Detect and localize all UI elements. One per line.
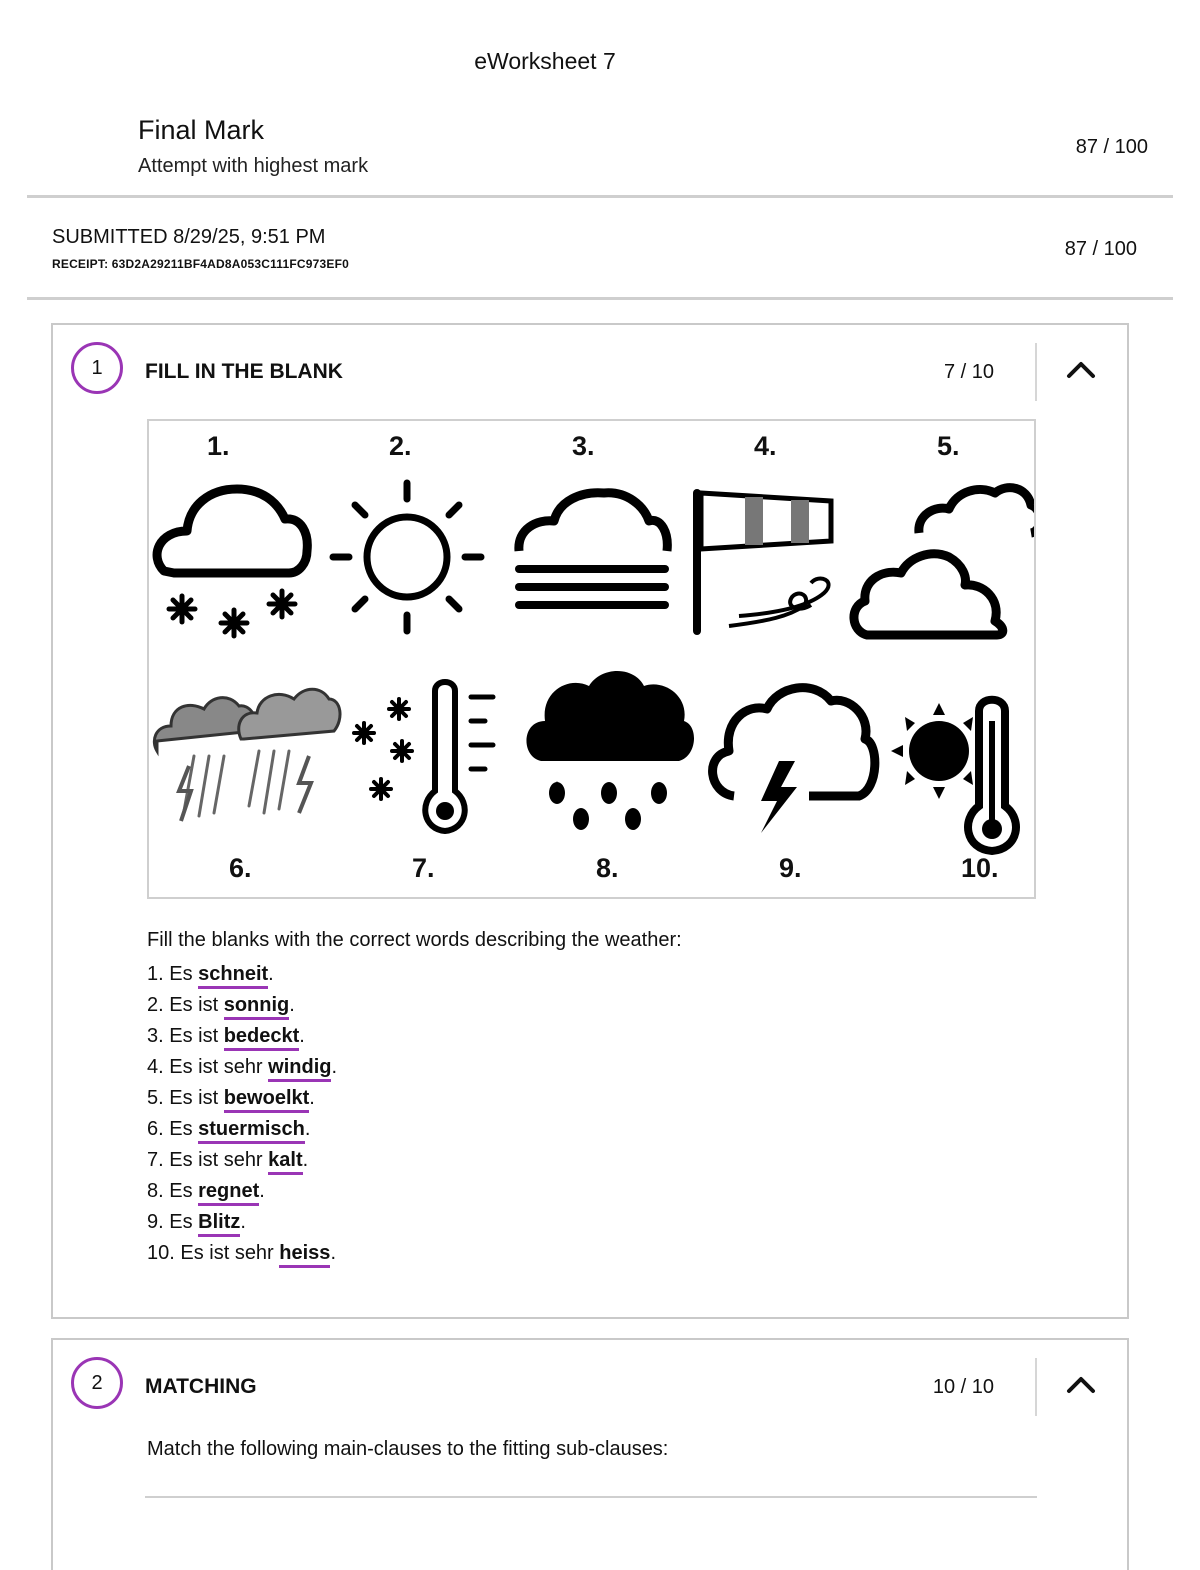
document-title: eWorksheet 7 xyxy=(474,48,616,74)
figure-label: 6. xyxy=(229,853,252,883)
divider xyxy=(27,195,1173,198)
question-instruction: Fill the blanks with the correct words describing the weather: xyxy=(147,929,682,951)
rain-icon xyxy=(526,671,694,830)
figure-label: 4. xyxy=(754,431,777,461)
question-type: FILL IN THE BLANK xyxy=(145,360,343,383)
answer-blank[interactable]: schneit xyxy=(198,962,268,989)
answer-blank[interactable]: stuermisch xyxy=(198,1117,305,1144)
receipt-id: RECEIPT: 63D2A29211BF4AD8A053C111FC973EF0 xyxy=(52,257,350,271)
figure-label: 2. xyxy=(389,431,412,461)
fog-icon xyxy=(519,493,667,605)
final-mark-label: Final Mark xyxy=(138,115,265,145)
list-item: 7. Es ist sehr kalt. xyxy=(147,1145,337,1176)
list-item: 2. Es ist sonnig. xyxy=(147,990,337,1021)
sun-icon xyxy=(333,483,481,631)
question-instruction: Match the following main-clauses to the fitting sub-clauses: xyxy=(147,1438,669,1460)
header-separator xyxy=(1035,1358,1037,1416)
clouds-icon xyxy=(854,488,1034,635)
answer-blank[interactable]: windig xyxy=(268,1055,331,1082)
divider xyxy=(145,1496,1037,1498)
figure-label: 8. xyxy=(596,853,619,883)
question-number-badge: 2 xyxy=(71,1357,123,1409)
answer-blank[interactable]: Blitz xyxy=(198,1210,240,1237)
snow-icon xyxy=(157,489,307,636)
list-item: 4. Es ist sehr windig. xyxy=(147,1052,337,1083)
question-score: 10 / 10 xyxy=(932,1376,994,1398)
weather-icons-svg xyxy=(149,421,1034,897)
answer-list xyxy=(147,959,337,1269)
question-card-1 xyxy=(51,323,1129,1319)
answer-blank[interactable]: bewoelkt xyxy=(224,1086,310,1113)
list-item: 3. Es ist bedeckt. xyxy=(147,1021,337,1052)
thunder-icon xyxy=(713,688,875,833)
attempt-score: 87 / 100 xyxy=(1064,238,1137,260)
figure-label: 5. xyxy=(937,431,960,461)
figure-label: 10. xyxy=(961,853,999,883)
question-score: 7 / 10 xyxy=(943,361,994,383)
windsock-icon xyxy=(697,493,831,631)
list-item: 10. Es ist sehr heiss. xyxy=(147,1238,337,1269)
divider xyxy=(27,297,1173,300)
storm-icon xyxy=(154,689,340,821)
answer-blank[interactable]: regnet xyxy=(198,1179,259,1206)
list-item: 9. Es Blitz. xyxy=(147,1207,337,1238)
hot-thermometer-icon xyxy=(891,700,1016,851)
final-mark-score: 87 / 100 xyxy=(1075,136,1148,158)
weather-icons-figure xyxy=(147,419,1036,899)
figure-label: 3. xyxy=(572,431,595,461)
chevron-up-icon[interactable] xyxy=(1065,1374,1097,1394)
final-mark-subtitle: Attempt with highest mark xyxy=(138,155,369,177)
list-item: 8. Es regnet. xyxy=(147,1176,337,1207)
answer-blank[interactable]: bedeckt xyxy=(224,1024,300,1051)
figure-label: 9. xyxy=(779,853,802,883)
answer-blank[interactable]: sonnig xyxy=(224,993,290,1020)
question-card-2 xyxy=(51,1338,1129,1570)
cold-thermometer-icon xyxy=(354,682,493,831)
figure-label: 7. xyxy=(412,853,435,883)
answer-blank[interactable]: kalt xyxy=(268,1148,302,1175)
submitted-timestamp: SUBMITTED 8/29/25, 9:51 PM xyxy=(52,226,326,248)
header-separator xyxy=(1035,343,1037,401)
list-item: 1. Es schneit. xyxy=(147,959,337,990)
answer-blank[interactable]: heiss xyxy=(279,1241,330,1268)
question-type: MATCHING xyxy=(145,1375,257,1398)
list-item: 6. Es stuermisch. xyxy=(147,1114,337,1145)
figure-label: 1. xyxy=(207,431,230,461)
chevron-up-icon[interactable] xyxy=(1065,359,1097,379)
list-item: 5. Es ist bewoelkt. xyxy=(147,1083,337,1114)
question-number-badge: 1 xyxy=(71,342,123,394)
